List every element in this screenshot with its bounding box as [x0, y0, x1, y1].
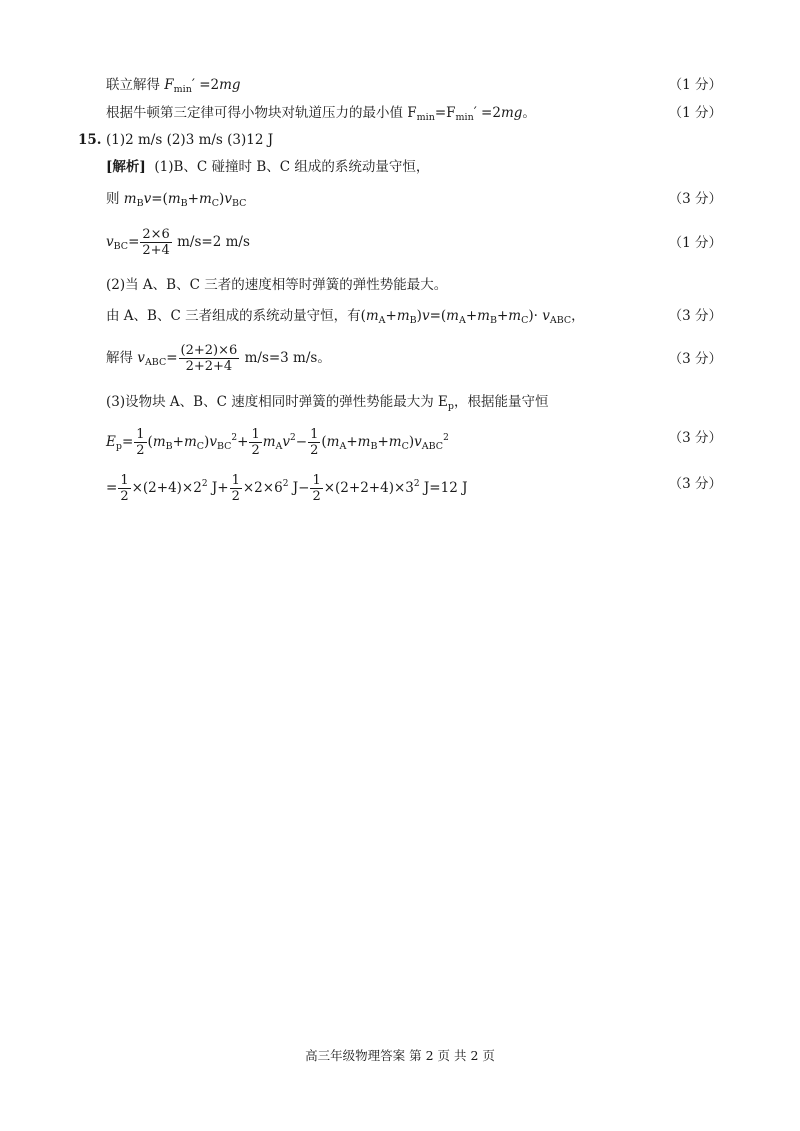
equals-sign: =: [166, 350, 178, 366]
plus-sign: +: [496, 308, 509, 324]
newton-sub1: min: [416, 112, 435, 123]
energy-subscript: p: [447, 401, 454, 412]
newton-sub2: min: [455, 112, 474, 123]
newton-tail: 。: [522, 105, 536, 121]
mass-sub-b: B: [136, 198, 144, 209]
paren-close: ): [219, 191, 225, 207]
q15-p3-intro: [0, 393, 800, 413]
velocity-symbol: v: [137, 350, 145, 366]
velocity-symbol: v: [106, 234, 114, 250]
mass-symbol: m: [446, 308, 459, 324]
fraction-numerator: 2×6: [142, 227, 170, 242]
force-symbol: F: [164, 77, 174, 93]
mg-symbol: mg: [219, 77, 241, 93]
velocity-sub-bc: BC: [231, 198, 247, 209]
question-number: 15.: [78, 132, 102, 148]
p2-eq-prefix: 由 A、B、C 三者组成的系统动量守恒，有(: [106, 308, 366, 324]
plus-sign: +: [187, 191, 199, 207]
mass-sub-b: B: [409, 315, 417, 326]
force-subscript: min: [173, 84, 192, 95]
line-newton-third: [0, 104, 800, 124]
fraction: [140, 227, 171, 258]
score-label: （3 分）: [668, 430, 722, 446]
equals-sign: =(: [429, 308, 447, 324]
paren-close: ): [416, 308, 422, 324]
score-label: （3 分）: [668, 351, 722, 367]
p3-intro-text: (3)设物块 A、B、C 速度相同时弹簧的弹性势能最大为 E: [106, 394, 448, 410]
q15-p3-equation: [0, 420, 800, 460]
fraction-denominator: 2+4: [142, 243, 170, 258]
analysis-label: [解析]: [106, 159, 146, 175]
q15-p2-equation: [0, 307, 800, 327]
paren-close-dot: )·: [528, 308, 543, 324]
mass-symbol: m: [365, 308, 379, 324]
mass-sub-a: A: [378, 315, 386, 326]
mass-symbol: m: [198, 191, 212, 207]
velocity-sub-abc: ABC: [144, 357, 167, 368]
newton-mg: mg: [500, 105, 523, 121]
velocity-sub-bc: BC: [113, 241, 129, 252]
score-label: （1 分）: [668, 235, 722, 251]
score-label: （1 分）: [668, 105, 722, 121]
fraction-denominator: 2+2+4: [185, 359, 233, 374]
newton-text: 根据牛顿第三定律可得小物块对轨道压力的最小值 F: [106, 105, 417, 121]
combine-prefix: 联立解得: [106, 77, 165, 93]
velocity-sub-abc: ABC: [549, 315, 572, 326]
mass-sub-c: C: [211, 198, 220, 209]
energy-calculation: = $\frac{1}{2}$ $\times(2+4)\times 2^2$ J+ $\frac{1}{2}$ $\times 2\times 6^2$ J− $\frac{1}{2}$ $\times(2+2+4)\times 3^2$ J=12 J: [106, 473, 468, 504]
combine-rest: ′ =2: [191, 77, 220, 93]
score-label: （3 分）: [668, 308, 722, 324]
velocity-symbol: v: [421, 308, 430, 324]
fraction: [179, 343, 240, 374]
mass-symbol: m: [508, 308, 522, 324]
mass-sub-c: C: [521, 315, 529, 326]
p1-intro-text: (1)B、C 碰撞时 B、C 组成的系统动量守恒，: [154, 159, 430, 175]
mass-sub-b: B: [180, 198, 188, 209]
p1-eq-sign: =(: [151, 191, 168, 207]
newton-mid: =F: [434, 105, 456, 121]
q15-answers-line: [0, 131, 800, 151]
p1-eq-prefix: 则: [106, 191, 124, 207]
q15-answers: (1)2 m/s (2)3 m/s (3)12 J: [106, 132, 274, 148]
fraction-numerator: (2+2)×6: [180, 343, 238, 358]
combine-solve-text: [106, 76, 241, 99]
mass-symbol: m: [123, 191, 137, 207]
q15-p1-calc: [0, 224, 800, 264]
mass-symbol: m: [396, 308, 410, 324]
newton-rest: ′ =2: [473, 105, 501, 121]
p1-result: m/s=2 m/s: [172, 234, 250, 250]
energy-equation: $E_p=$ $\frac{1}{2}$ $(m_B+m_C)v_{BC}^2+$ $\frac{1}{2}$ $m_Av^2-$ $\frac{1}{2}$ $(m_A+m_B+m_C)v_{ABC}^2$: [106, 427, 449, 458]
plus-sign: +: [385, 308, 397, 324]
q15-p1-equation: [0, 190, 800, 210]
p2-result: m/s=3 m/s。: [240, 350, 331, 366]
score-label: （1 分）: [668, 77, 722, 93]
p3-intro-tail: ，根据能量守恒: [453, 394, 549, 410]
comma: ，: [571, 308, 585, 324]
mass-sub-a: A: [458, 315, 466, 326]
velocity-symbol: v: [224, 191, 232, 207]
plus-sign: +: [465, 308, 478, 324]
q15-p1-intro: [0, 158, 800, 178]
q15-p2-intro: [0, 276, 800, 296]
solve-prefix: 解得: [106, 350, 138, 366]
mass-symbol: m: [167, 191, 181, 207]
equals-sign: =: [128, 234, 140, 250]
mass-symbol: m: [477, 308, 490, 324]
mass-sub-b: B: [489, 315, 497, 326]
score-label: （3 分）: [668, 191, 722, 207]
velocity-symbol: v: [542, 308, 550, 324]
page-footer: 高三年级物理答案 第 2 页 共 2 页: [305, 1048, 495, 1063]
p2-intro-text: (2)当 A、B、C 三者的速度相等时弹簧的弹性势能最大。: [106, 277, 448, 293]
q15-p3-calc: [0, 466, 800, 506]
score-label: （3 分）: [668, 476, 722, 492]
line-combine-solve: [0, 76, 800, 96]
velocity-symbol: v: [143, 191, 152, 207]
q15-p2-calc: [0, 340, 800, 380]
newton-third-text: [106, 104, 536, 127]
